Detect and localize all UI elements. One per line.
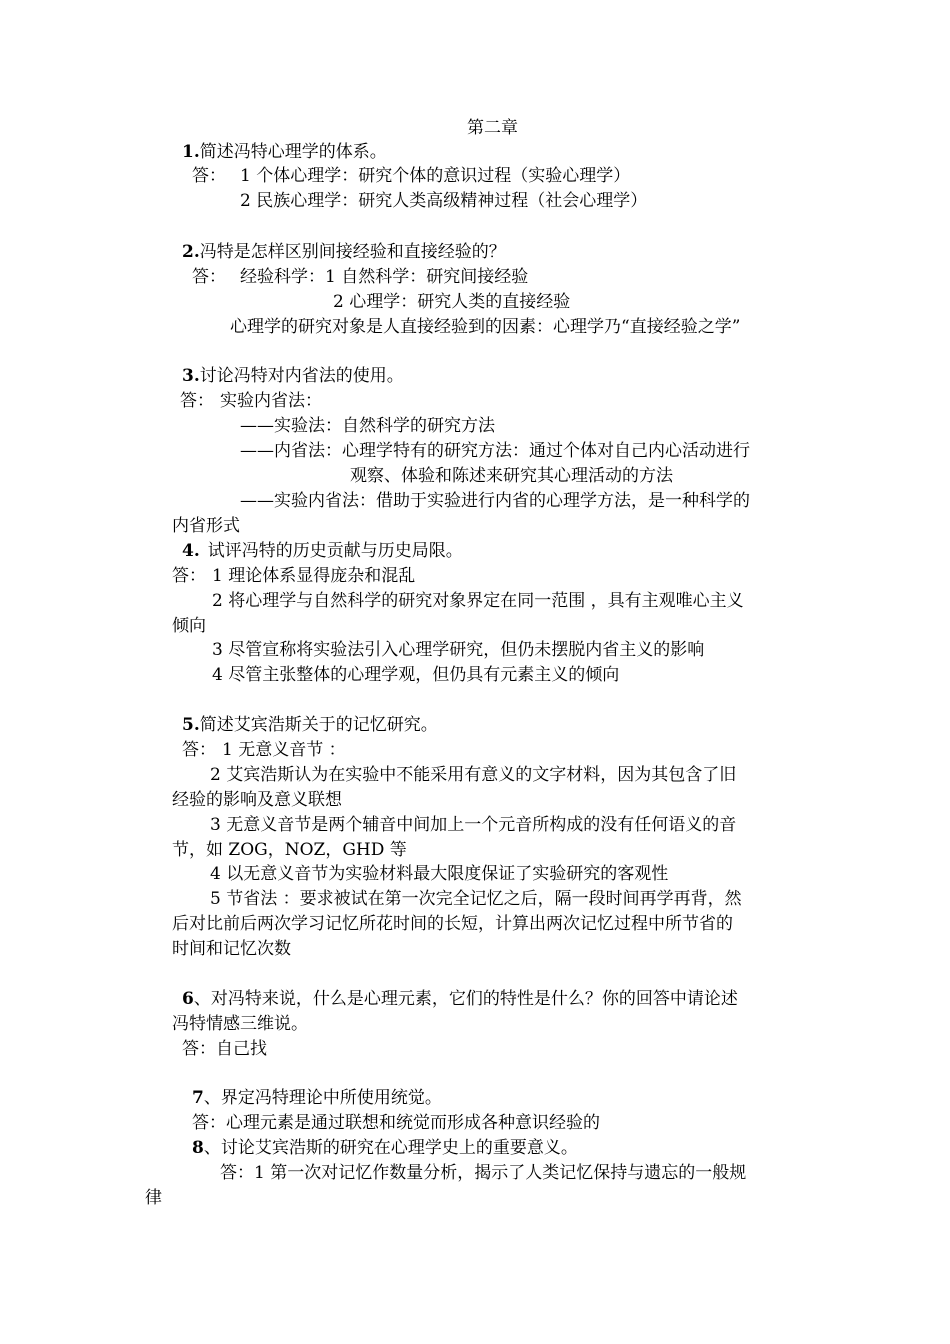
question-text: 试评冯特的历史贡献与历史局限。	[207, 541, 463, 561]
answer-line: 2 民族心理学：研究人类高级精神过程（社会心理学）	[240, 191, 648, 211]
question-text: 、界定冯特理论中所使用统觉。	[203, 1088, 442, 1108]
answer-line: 4 尽管主张整体的心理学观，但仍具有元素主义的倾向	[212, 665, 620, 685]
answer-line: 后对比前后两次学习记忆所花时间的长短，计算出两次记忆过程中所节省的	[172, 914, 733, 934]
question-text: 简述冯特心理学的体系。	[199, 142, 387, 162]
question-text: 简述艾宾浩斯关于的记忆研究。	[199, 715, 438, 735]
question-8	[192, 1136, 578, 1160]
answer-label: 答：	[192, 166, 226, 186]
answer-line: ——实验法：自然科学的研究方法	[240, 416, 495, 436]
answer-label: 答：	[182, 740, 216, 760]
answer-label: 答：	[172, 566, 206, 586]
question-5	[182, 713, 438, 737]
answer-line: ——实验内省法：借助于实验进行内省的心理学方法，是一种科学的	[240, 491, 750, 511]
answer-line: 1 无意义音节 ：	[222, 740, 346, 760]
question-number: 8	[192, 1138, 204, 1158]
answer-line: 3 尽管宣称将实验法引入心理学研究，但仍未摆脱内省主义的影响	[212, 640, 705, 660]
question-text: 冯特是怎样区别间接经验和直接经验的？	[199, 242, 506, 262]
question-text: 、讨论艾宾浩斯的研究在心理学史上的重要意义。	[203, 1138, 578, 1158]
question-number: 6	[182, 989, 194, 1009]
question-number: 1.	[182, 142, 200, 162]
question-3	[182, 364, 404, 388]
answer-line: 5 节省法 ：要求被试在第一次完全记忆之后，隔一段时间再学再背，然	[210, 889, 742, 909]
answer-line: 1 个体心理学：研究个体的意识过程（实验心理学）	[240, 166, 631, 186]
answer-line: 2 心理学：研究人类的直接经验	[333, 292, 571, 312]
answer-line: 心理学的研究对象是人直接经验到的因素：心理学乃“直接经验之学”	[230, 317, 741, 337]
answer-line: 2 艾宾浩斯认为在实验中不能采用有意义的文字材料，因为其包含了旧	[210, 765, 737, 785]
answer-line: 1 理论体系显得庞杂和混乱	[212, 566, 416, 586]
question-number: 2.	[182, 242, 200, 262]
question-6	[182, 987, 738, 1011]
question-number: 5.	[182, 715, 200, 735]
answer-line: 节，如 ZOG，NOZ，GHD 等	[172, 840, 407, 860]
question-number: 3.	[182, 366, 200, 386]
answer-line: ——内省法：心理学特有的研究方法：通过个体对自己内心活动进行	[240, 441, 750, 461]
answer-line: 答：心理元素是通过联想和统觉而形成各种意识经验的	[192, 1113, 600, 1133]
question-number: 4.	[182, 541, 200, 561]
answer-line: 倾向	[172, 616, 206, 636]
question-text-cont: 冯特情感三维说。	[172, 1014, 308, 1034]
answer-line: 观察、体验和陈述来研究其心理活动的方法	[350, 466, 673, 486]
answer-line: 2 将心理学与自然科学的研究对象界定在同一范围 ，具有主观唯心主义	[212, 591, 744, 611]
question-text: 、对冯特来说，什么是心理元素，它们的特性是什么？你的回答中请论述	[193, 989, 738, 1009]
answer-line: 3 无意义音节是两个辅音中间加上一个元音所构成的没有任何语义的音	[210, 815, 737, 835]
answer-line: 律	[145, 1188, 162, 1208]
question-1	[182, 140, 387, 164]
answer-line: 答：自己找	[182, 1039, 267, 1059]
answer-line: 经验科学：1 自然科学：研究间接经验	[240, 267, 529, 287]
answer-line: 答：1 第一次对记忆作数量分析，揭示了人类记忆保持与遗忘的一般规	[220, 1163, 747, 1183]
answer-line: 实验内省法：	[220, 391, 322, 411]
question-4	[182, 539, 463, 563]
answer-line: 经验的影响及意义联想	[172, 790, 342, 810]
question-7	[192, 1086, 442, 1110]
answer-label: 答：	[192, 267, 226, 287]
chapter-title: 第二章	[467, 118, 518, 138]
answer-line: 4 以无意义音节为实验材料最大限度保证了实验研究的客观性	[210, 864, 669, 884]
question-2	[182, 240, 506, 264]
answer-line: 时间和记忆次数	[172, 939, 291, 959]
answer-label: 答：	[180, 391, 214, 411]
answer-line: 内省形式	[172, 516, 240, 536]
question-text: 讨论冯特对内省法的使用。	[199, 366, 404, 386]
question-number: 7	[192, 1088, 204, 1108]
